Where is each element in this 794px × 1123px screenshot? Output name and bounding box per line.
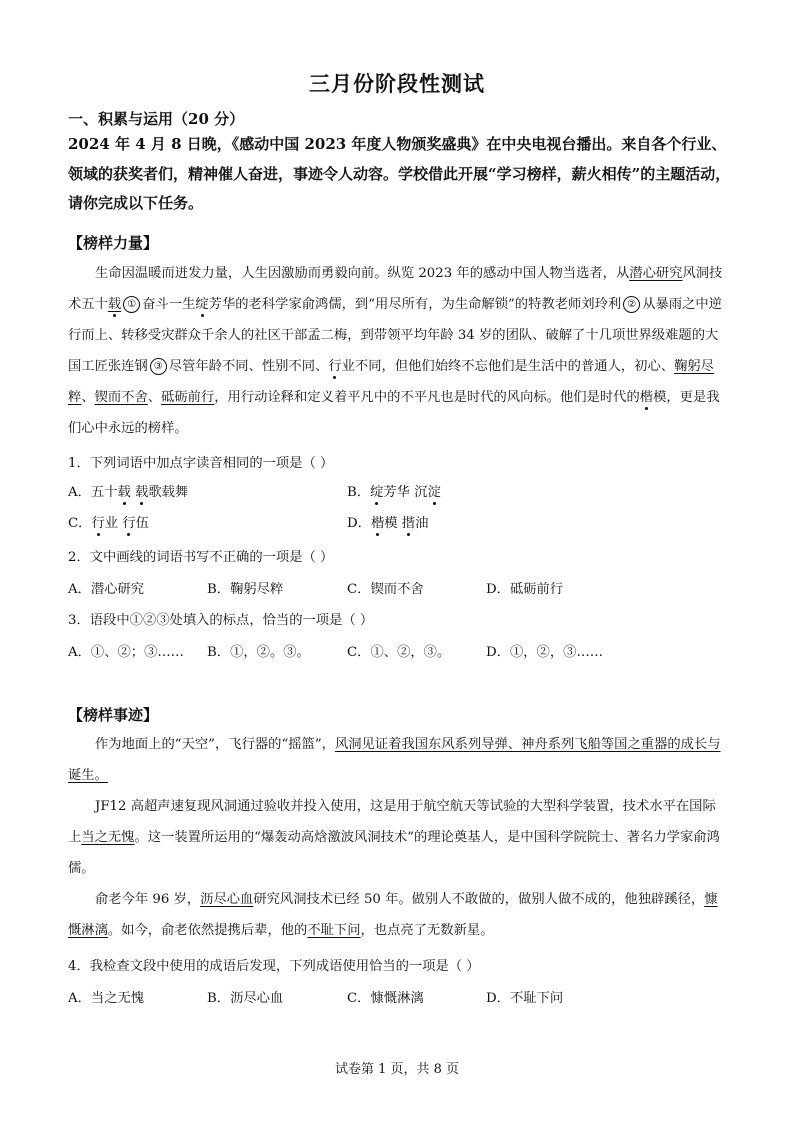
- underlined-word: 当之无愧: [81, 830, 135, 845]
- question-1-option-c[interactable]: C．行业 行伍: [68, 516, 149, 531]
- question-3-option-a[interactable]: A．①、②；③……: [68, 645, 184, 660]
- dotted-char: 楷: [639, 390, 654, 405]
- question-2-option-b[interactable]: B．鞠躬尽粹: [207, 582, 284, 597]
- question-1-option-d[interactable]: D．楷模 揩油: [347, 516, 429, 531]
- underlined-word: 鞠躬尽粹: [68, 359, 714, 405]
- question-1-stem: 1．下列词语中加点字读音相同的一项是（ ）: [68, 456, 334, 471]
- question-4-stem: 4．我检查文段中使用的成语后发现，下列成语使用恰当的一项是（ ）: [68, 959, 480, 974]
- underlined-word: 不耻下问: [307, 923, 361, 938]
- page-title: 三月份阶段性测试: [309, 71, 485, 96]
- question-4-option-b[interactable]: B．沥尽心血: [207, 991, 284, 1006]
- underlined-word: 砥砺前行: [161, 390, 215, 405]
- question-3-option-d[interactable]: D．①，②，③……: [486, 645, 604, 660]
- dotted-char: 行: [328, 359, 342, 374]
- dotted-char: 绽: [195, 297, 209, 312]
- underlined-word: 锲而不舍: [94, 390, 148, 405]
- question-2-option-d[interactable]: D．砥砺前行: [486, 582, 564, 597]
- question-2-option-c[interactable]: C．锲而不舍: [347, 582, 424, 597]
- section-heading: 一、积累与运用（20 分）: [68, 110, 245, 128]
- page-footer: 试卷第 1 页，共 8 页: [334, 1062, 460, 1077]
- question-2-stem: 2．文中画线的词语书写不正确的一项是（ ）: [68, 550, 334, 565]
- blank-marker: ③: [150, 358, 167, 375]
- passage-power: 生命因温暖而迸发力量，人生因激励而勇毅向前。纵览 2023 年的感动中国人物当选者，从潜心研究风洞技术五十载 ① 奋斗一生绽芳华的老科学家俞鸿儒，到“用尽所有，为生命解锁”的特教老师刘玲利 ② 从暴雨之中逆行而上、转移受灾群众千余人的社区干部孟二梅，到带领平均年龄 34 岁的团队、破解了十几项世界级难题的大国工匠张连钢 ③ 尽管年龄不同、性别不同、行业不同，但他们始终不忘他们是生活中的普通人，初心、鞠躬尽粹、锲而不舍、砥砺前行，用行动诠释和定义着平凡中的不平凡也是时代的风向标。他们是时代的楷模，更是我们心中永远的榜样。: [68, 266, 723, 436]
- underlined-word: 慷慨淋漓: [68, 892, 718, 938]
- part-heading-deeds: 【榜样事迹】: [68, 706, 159, 724]
- part-heading-power: 【榜样力量】: [68, 234, 159, 252]
- underlined-word: 沥尽心血: [200, 892, 254, 907]
- passage-deeds-1: 作为地面上的“天空”，飞行器的“摇篮”，风洞见证着我国东风系列导弹、神舟系列飞船等国之重器的成长与诞生。: [68, 737, 721, 783]
- underlined-word: 潜心研究: [629, 266, 683, 281]
- question-4-option-d[interactable]: D．不耻下问: [486, 991, 564, 1006]
- dotted-char: 载: [107, 297, 122, 312]
- passage-deeds-2: JF12 高超声速复现风洞通过验收并投入使用，这是用于航空航天等试验的大型科学装置，技术水平在国际上当之无愧。这一装置所运用的“爆轰动高焓激波风洞技术”的理论奠基人，是中国科学院院士、著名力学家俞鸿儒。: [68, 799, 720, 876]
- question-1-option-b[interactable]: B．绽芳华 沉淀: [347, 485, 441, 500]
- question-1-option-a[interactable]: A．五十载 载歌载舞: [68, 485, 189, 500]
- question-2-option-a[interactable]: A．潜心研究: [68, 582, 145, 597]
- passage-deeds-3: 俞老今年 96 岁，沥尽心血研究风洞技术已经 50 年。做别人不敢做的，做别人做不成的，他独辟蹊径，慷慨淋漓。如今，俞老依然提携后辈，他的不耻下问，也点亮了无数新星。: [68, 892, 718, 938]
- question-4-option-a[interactable]: A．当之无愧: [68, 991, 145, 1006]
- blank-marker: ②: [623, 296, 640, 313]
- blank-marker: ①: [123, 296, 140, 313]
- question-3-option-c[interactable]: C．①、②，③。: [347, 645, 451, 660]
- question-3-stem: 3．语段中①②③处填入的标点，恰当的一项是（ ）: [68, 613, 374, 628]
- question-3-option-b[interactable]: B．①，②。③。: [207, 645, 310, 660]
- underlined-sentence: 风洞见证着我国东风系列导弹、神舟系列飞船等国之重器的成长与诞生。: [68, 737, 721, 783]
- question-4-option-c[interactable]: C．慷慨淋漓: [347, 991, 424, 1006]
- intro-paragraph: 2024 年 4 月 8 日晚，《感动中国 2023 年度人物颁奖盛典》在中央电视台播出。来自各个行业、领域的获奖者们，精神催人奋进，事迹令人动容。学校借此开展“学习榜样，薪火相传”的主题活动，请你完成以下任务。: [68, 135, 731, 212]
